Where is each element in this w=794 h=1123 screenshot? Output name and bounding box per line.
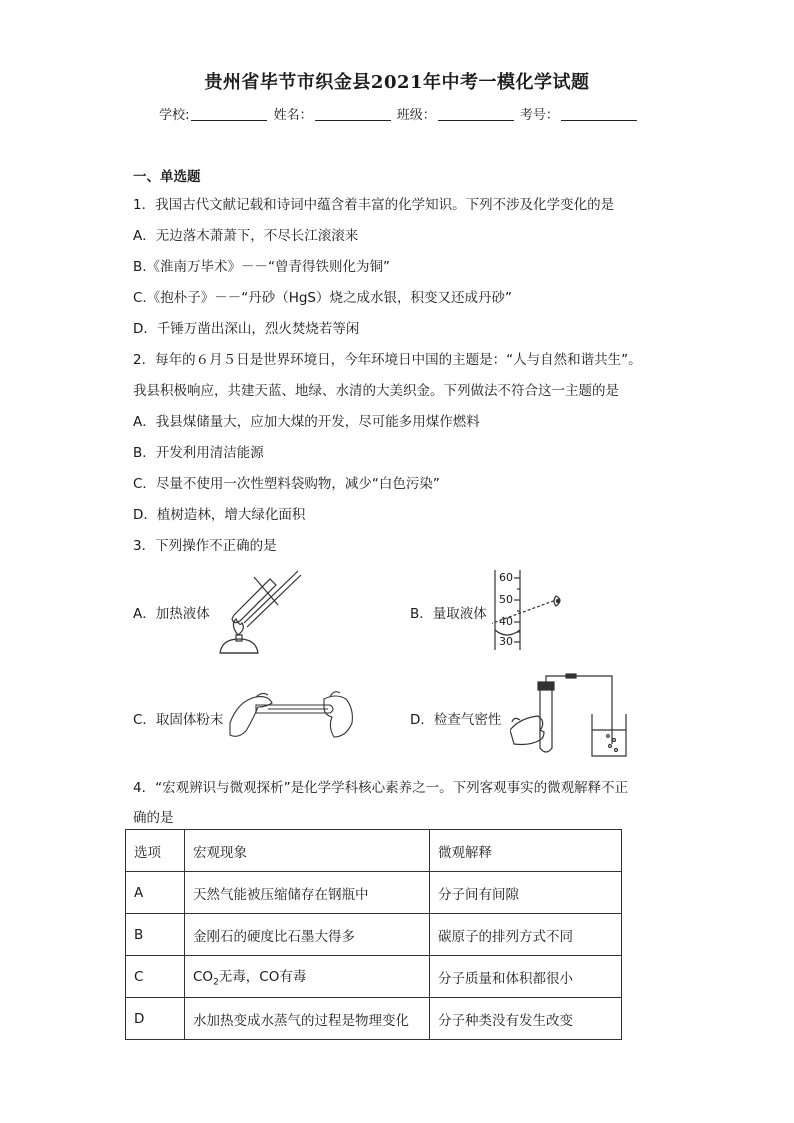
- q4-stem-line2: 确的是: [133, 810, 174, 826]
- section-heading: 一、单选题: [133, 169, 201, 185]
- class-label: 班级：: [396, 108, 436, 123]
- row-b-micro: 碳原子的排列方式不同: [430, 914, 622, 956]
- row-d-option: D: [126, 998, 185, 1040]
- exam-number-blank[interactable]: [561, 106, 637, 121]
- header-micro: 微观解释: [430, 830, 622, 872]
- q2-option-b: B．开发利用清洁能源: [133, 445, 264, 461]
- q2-option-a: A．我县煤储量大，应加大煤的开发，尽可能多用煤作燃料: [133, 414, 480, 430]
- row-c-macro-sub: 2: [213, 977, 219, 988]
- row-d-micro: 分子种类没有发生改变: [430, 998, 622, 1040]
- cylinder-tick-30: 30: [499, 635, 513, 648]
- row-d-macro: 水加热变成水蒸气的过程是物理变化: [185, 998, 430, 1040]
- header-option: 选项: [126, 830, 185, 872]
- q3-option-c-label: C．取固体粉末: [133, 712, 224, 728]
- q2-stem-line2: 我县积极响应，共建天蓝、地绿、水清的大美织金。下列做法不符合这一主题的是: [133, 383, 619, 399]
- row-a-micro: 分子间有间隙: [430, 872, 622, 914]
- q1-option-a: A．无边落木萧萧下，不尽长江滚滚来: [133, 228, 359, 244]
- class-blank[interactable]: [438, 106, 514, 121]
- row-c-macro: [185, 956, 430, 998]
- cylinder-tick-40: 40: [499, 615, 513, 628]
- airtightness-check-icon: [510, 672, 630, 762]
- q2-option-d: D．植树造林，增大绿化面积: [133, 507, 306, 523]
- q1-option-c: C.《抱朴子》－－“丹砂（HgS）烧之成水银，积变又还成丹砂”: [133, 290, 512, 306]
- school-label: 学校:: [159, 108, 190, 123]
- row-c-macro-post: 无毒，CO有毒: [218, 969, 307, 986]
- q3-option-d-label: D．检查气密性: [410, 712, 502, 728]
- row-a-option: A: [126, 872, 185, 914]
- school-blank[interactable]: [191, 106, 267, 121]
- q1-option-b: B.《淮南万毕术》－－“曾青得铁则化为铜”: [133, 259, 391, 275]
- exam-number-label: 考号：: [519, 108, 559, 123]
- row-b-macro: 金刚石的硬度比石墨大得多: [185, 914, 430, 956]
- q4-stem-line1: 4．“宏观辨识与微观探析”是化学学科核心素养之一。下列客观事实的微观解释不正: [133, 780, 629, 796]
- row-c-option: C: [126, 956, 185, 998]
- table-header-row: [126, 830, 622, 872]
- exam-title: 贵州省毕节市织金县2021年中考一模化学试题: [204, 72, 590, 93]
- powder-transfer-icon: [228, 683, 358, 741]
- row-b-option: B: [126, 914, 185, 956]
- table-row: [126, 956, 622, 998]
- table-row: [126, 914, 622, 956]
- row-c-micro: 分子质量和体积都很小: [430, 956, 622, 998]
- cylinder-tick-60: 60: [499, 571, 513, 584]
- q2-option-c: C．尽量不使用一次性塑料袋购物，减少“白色污染”: [133, 476, 440, 492]
- row-a-macro: 天然气能被压缩储存在钢瓶中: [185, 872, 430, 914]
- q1-option-d: D．千锤万凿出深山，烈火焚烧若等闲: [133, 321, 360, 337]
- q2-stem-line1: 2．每年的６月５日是世界环境日，今年环境日中国的主题是：“人与自然和谐共生”。: [133, 352, 642, 368]
- q3-option-a-label: A．加热液体: [133, 606, 210, 622]
- graduated-cylinder-figure: [492, 568, 572, 652]
- table-row: [126, 872, 622, 914]
- alcohol-lamp-heating-icon: [214, 565, 304, 657]
- student-info-line: [0, 104, 794, 123]
- header-macro: 宏观现象: [185, 830, 430, 872]
- q3-option-b-label: B．量取液体: [410, 606, 487, 622]
- cylinder-tick-50: 50: [499, 593, 513, 606]
- q4-table: [125, 829, 622, 1040]
- q3-stem: 3．下列操作不正确的是: [133, 538, 277, 554]
- q1-stem: 1．我国古代文献记载和诗词中蕴含着丰富的化学知识。下列不涉及化学变化的是: [133, 197, 615, 213]
- row-c-macro-pre: CO: [193, 969, 214, 986]
- table-row: [126, 998, 622, 1040]
- name-label: 姓名：: [273, 108, 313, 123]
- name-blank[interactable]: [315, 106, 391, 121]
